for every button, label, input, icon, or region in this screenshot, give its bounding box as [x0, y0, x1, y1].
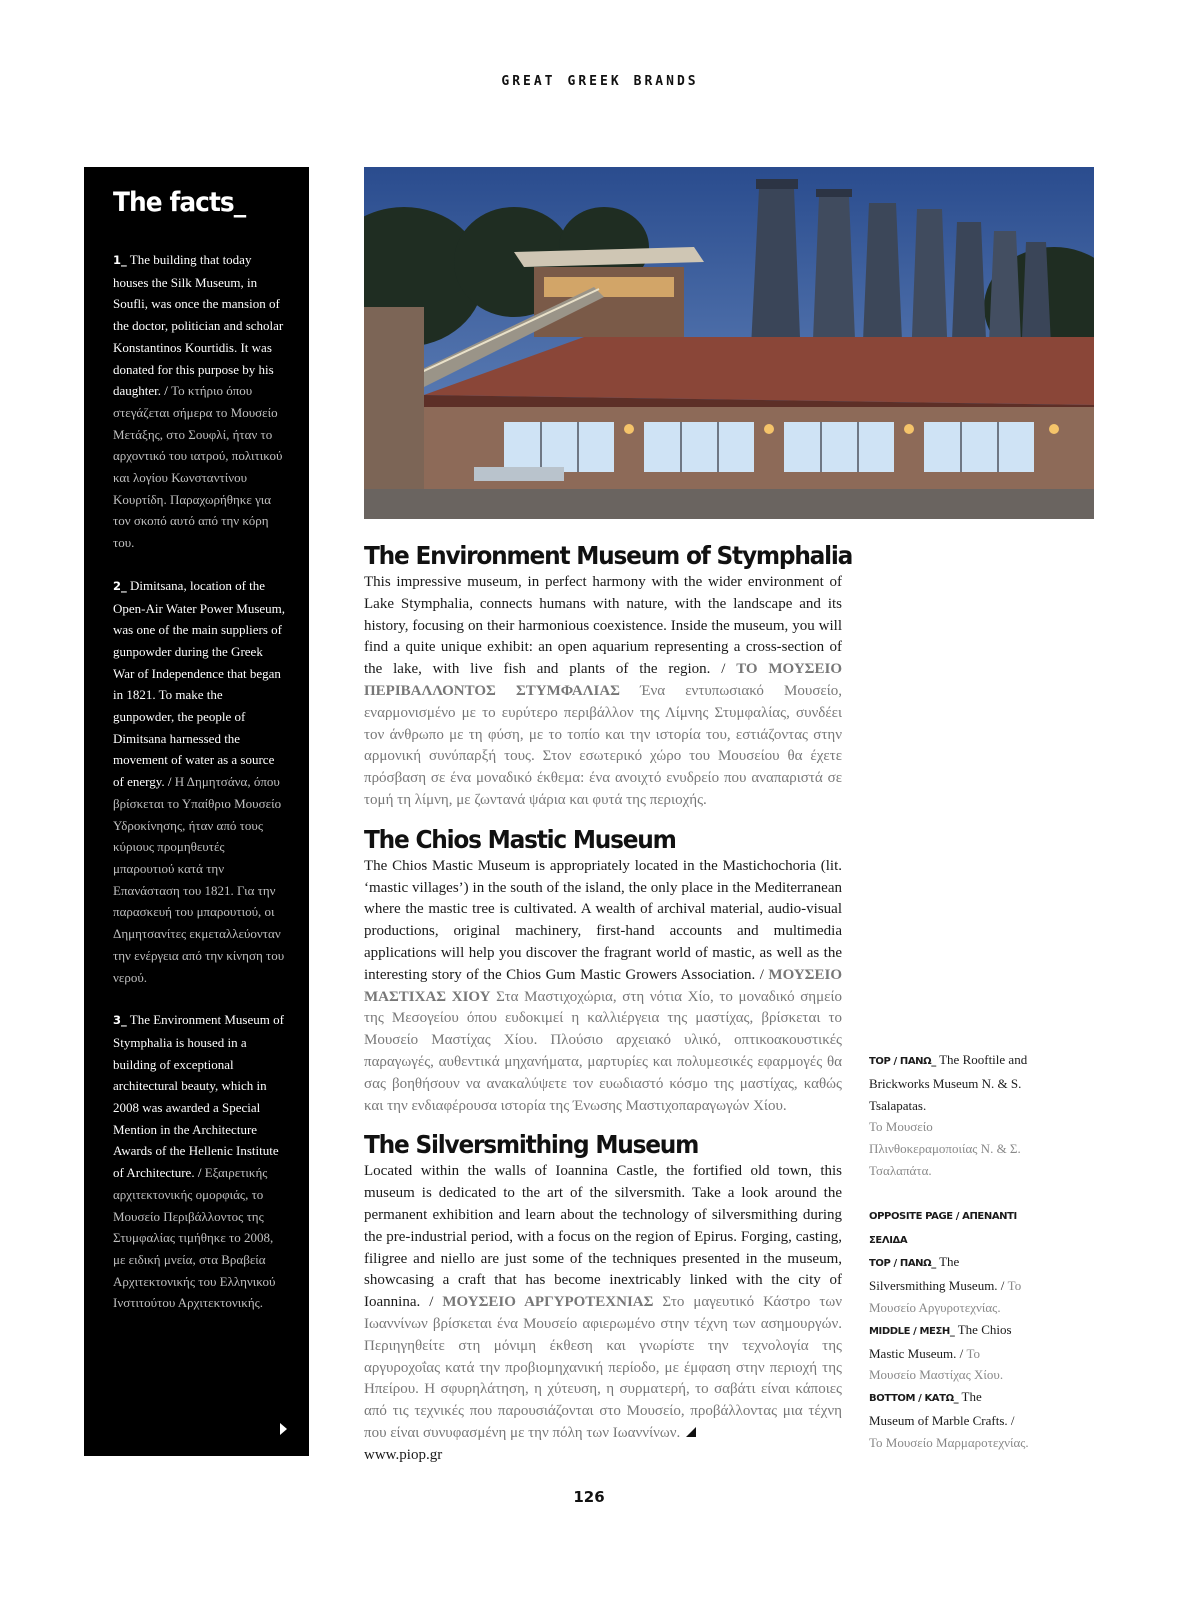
article-text-gr: Ένα εντυπωσιακό Μουσείο, εναρμονισμένο με το ευρύτερο περιβάλλον της Λίμνης Στυμφαλίας, συνδέει τον άνθρωπο με τη φύση, με το τοπίο και την ιστορία του, εστιάζοντας στην αρμονική συνύπαρξή τους. Στον εσωτερικό χώρο του Μουσείου θα έχετε πρόσβαση σε ένα μοναδικό έκθεμα: ένα ανοιχτό ενυδρείο που αναπαριστά σε τομή τη λίμνη, με ζωντανά ψάρια και φυτά της περιοχής.: [364, 682, 842, 808]
fact-number: 1_: [113, 253, 127, 267]
running-header: [0, 74, 1200, 89]
fact-item-1: [113, 249, 285, 554]
fact-item-2: [113, 575, 285, 988]
caption-text-gr: Το Μουσείο Μαρμαροτεχνίας.: [869, 1434, 1029, 1450]
header-word-great: GREAT: [501, 74, 556, 89]
caption-label-middle: MIDDLE / ΜΕΣΗ_: [869, 1325, 955, 1337]
fact-item-3: [113, 1009, 285, 1314]
caption-this-page: [869, 1049, 1029, 1182]
caption-label-opposite: OPPOSITE PAGE / ΑΠΕΝΑΝΤΙ ΣΕΛΙΔΑ: [869, 1210, 1017, 1246]
caption-text-en: The Chios Mastic Museum. /: [869, 1321, 1012, 1361]
article-body-silversmithing: [364, 1161, 842, 1466]
ground: [364, 489, 1094, 519]
fact-number: 2_: [113, 578, 127, 593]
fact-text-gr: Το κτήριο όπου στεγάζεται σήμερα το Μουσείο Μετάξης, στο Σουφλί, ήταν το αρχοντικό του ιατρού, πολιτικού και λογίου Κωνσταντίνου Κουρτίδη. Παραχωρήθηκε για τον σκοπό αυτό από την κόρη του.: [113, 383, 283, 551]
article-text-gr: Στα Μαστιχοχώρια, στη νότια Χίο, το μοναδικό σημείο της Μεσογείου όπου ευδοκιμεί η καλλιέργεια της μαστίχας, βρίσκεται το Μουσείο Μαστίχας Χίου. Πλούσιο αρχειακό υλικό, οπτικοακουστικές παραγωγές, αυθεντικά μηχανήματα, μαρτυρίες και πολυμεσικές εφαρμογές θα σας βοηθήσουν να ανακαλύψετε τον ευωδιαστό κόσμο της μαστίχας, καθώς και την ενδιαφέρουσα ιστορία της Ένωσης Μαστιχοπαραγωγών Χίου.: [364, 988, 842, 1114]
fact-number: 3_: [113, 1013, 127, 1028]
article-text-gr: Στο μαγευτικό Κάστρο των Ιωαννίνων βρίσκεται ένα Μουσείο αφιερωμένο στην τέχνη των ασημουργών. Περιηγηθείτε στη μόνιμη έκθεση και γνωρίστε την τεχνολογία της αργυροχοΐας κατά την προβιομηχανική περίοδο, με έμφαση στην περιοχή της Ηπείρου. Η σφυρηλάτηση, η χύτευση, η συρματερή, το σαβάτι είναι κάποιες από τις τεχνικές που παρουσιάζονται στο Μουσείο, προβάλλοντας μια τέχνη που είναι συνυφασμένη με την πόλη των Ιωαννίνων.: [364, 1294, 842, 1441]
fact-text-en: The Environment Museum of Stymphalia is housed in a building of exceptional architectural beauty, which in 2008 was awarded a Special Mention in the Architecture Awards of the Hellenic Institute of Architecture. /: [113, 1012, 284, 1181]
header-word-greek: GREEK: [567, 74, 622, 89]
continue-arrow-icon: [280, 1423, 287, 1435]
article-title-mastic: The Chios Mastic Museum: [364, 824, 676, 854]
article-title-stymphalia: The Environment Museum of Stymphalia: [364, 541, 853, 570]
article-text-en: Located within the walls of Ioannina Castle, the fortified old town, this museum is dedicated to the art of the silversmith. Take a look around the permanent exhibition and learn about the technology of silversmithing during the pre-industrial period, with a focus on the region of Epirus. Forging, casting, filigree and niello are just some of the techniques presented in the museum, showcasing a craft that has become inextricably linked with the city of Ioannina. /: [364, 1163, 842, 1311]
museum-photo: [364, 167, 1094, 519]
article-body-stymphalia: [364, 572, 842, 812]
caption-text-en: The Rooftile and Brickworks Museum N. & S. Tsalapatas.: [869, 1052, 1028, 1113]
caption-text-gr: Το Μουσείο Πλινθοκεραμοποιίας Ν. & Σ. Τσαλαπάτα.: [869, 1119, 1021, 1178]
article-heading-gr: ΜΟΥΣΕΙΟ ΜΑΣΤΙΧΑΣ ΧΙΟΥ: [364, 966, 842, 1005]
article-text-en: The Chios Mastic Museum is appropriately located in the Mastichochoria (lit. ‘mastic villages’) in the south of the island, the only place in the Mediterranean where the mastic tree is cultivated. A wealth of archival material, audio-visual productions, original machinery, first-hand accounts and multimedia applications will help you discover the fragrant world of mastic, as well as the interesting story of the Chios Gum Mastic Growers Association. /: [364, 857, 842, 983]
caption-text-en: The Silversmithing Museum. /: [869, 1254, 1008, 1294]
fact-text-gr: Η Δημητσάνα, όπου βρίσκεται το Υπαίθριο Μουσείο Υδροκίνησης, ήταν από τους κύριους προμηθευτές μπαρουτιού κατά την Επανάσταση του 1821. Για την παρασκευή του μπαρουτιού, οι Δημητσανίτες εκμεταλλεύονταν την ενέργεια από την κίνηση του νερού.: [113, 774, 285, 985]
caption-text-en: The Museum of Marble Crafts. /: [869, 1389, 1015, 1428]
fact-text-en: Dimitsana, location of the Open-Air Water Power Museum, was one of the main suppliers of gunpowder during the Greek War of Independence that began in 1821. To make the gunpowder, the people of Dimitsana harnessed the movement of water as a source of energy. /: [113, 577, 286, 790]
fact-text-en: The building that today houses the Silk Museum, in Soufli, was once the mansion of the doctor, politician and scholar Konstantinos Kourtidis. It was donated for this purpose by his daughter. /: [113, 252, 284, 399]
header-word-brands: BRANDS: [633, 74, 699, 89]
caption-opposite-page: [869, 1204, 1029, 1454]
article-text-en: This impressive museum, in perfect harmony with the wider environment of Lake Stymphalia, connects humans with nature, with the landscape and its history, focusing on their harmonious coexistence. Inside the museum, you will find a quite unique exhibit: an open aquarium representing a cross-section of the lake, with live fish and plants of the region. /: [364, 574, 842, 678]
website-link[interactable]: www.piop.gr: [364, 1446, 443, 1463]
article-heading-gr: ΤΟ ΜΟΥΣΕΙΟ ΠΕΡΙΒΑΛΛΟΝΤΟΣ ΣΤΥΜΦΑΛΙΑΣ: [364, 661, 842, 699]
caption-label-top: TOP / ΠΑΝΩ_: [869, 1258, 936, 1270]
article-body-mastic: [364, 856, 842, 1118]
main-articles: [364, 540, 853, 1478]
museum-building-illustration: [364, 167, 1094, 519]
facts-sidebar: [84, 167, 309, 1456]
caption-text-gr: Το Μουσείο Μαστίχας Χίου.: [869, 1345, 1004, 1383]
stone-wall: [364, 307, 424, 507]
facts-title: The facts_: [113, 187, 246, 218]
end-mark-icon: [686, 1427, 696, 1437]
caption-label-bottom: BOTTOM / ΚΑΤΩ_: [869, 1393, 959, 1405]
caption-text-gr: Το Μουσείο Αργυροτεχνίας.: [869, 1278, 1022, 1315]
caption-label: TOP / ΠΑΝΩ_: [869, 1056, 936, 1067]
sign-panel: [474, 467, 564, 481]
article-title-silversmithing: The Silversmithing Museum: [364, 1130, 699, 1160]
photo-captions: [869, 1049, 1029, 1476]
page-number: 126: [573, 1488, 605, 1506]
fact-text-gr: Εξαιρετικής αρχιτεκτονικής ομορφιάς, το Μουσείο Περιβάλλοντος της Στυμφαλίας τιμήθηκε το 2008, με ειδική μνεία, στα Βραβεία Αρχιτεκτονικής του Ελληνικού Ινστιτούτου Αρχιτεκτονικής.: [113, 1165, 276, 1311]
article-heading-gr: ΜΟΥΣΕΙΟ ΑΡΓΥΡΟΤΕΧΝΙΑΣ: [442, 1294, 654, 1311]
